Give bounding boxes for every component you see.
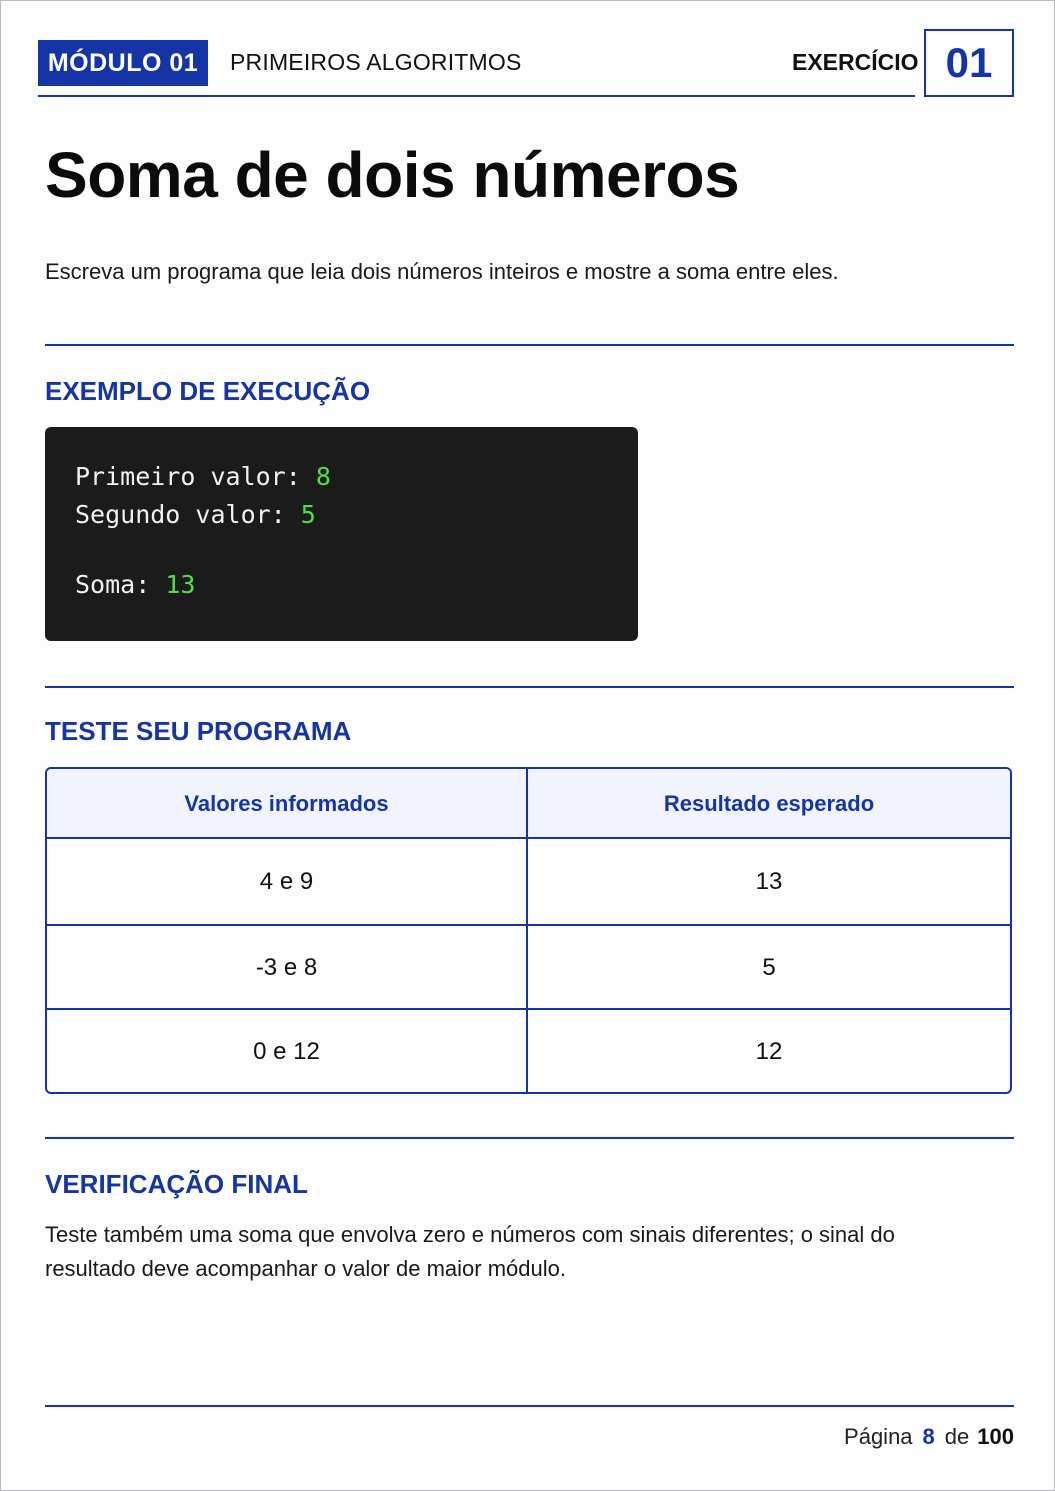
column-header-result: Resultado esperado	[663, 791, 875, 816]
column-header-values: Valores informados	[184, 791, 389, 816]
current-page: 8	[922, 1424, 935, 1449]
table-row	[528, 1010, 1010, 1094]
test-table	[45, 767, 1012, 1094]
terminal-label: Segundo valor:	[75, 500, 301, 529]
divider-example	[45, 344, 1014, 346]
example-heading: EXEMPLO DE EXECUÇÃO	[45, 376, 371, 406]
module-badge: MÓDULO 01	[38, 40, 208, 86]
table-cell-result: 12	[755, 1038, 783, 1065]
header-rule	[38, 95, 915, 97]
page-title: Soma de dois números	[45, 139, 740, 211]
terminal-output	[45, 427, 638, 641]
table-header-cell	[47, 769, 526, 839]
exercise-label: EXERCÍCIO	[792, 49, 919, 75]
intro-text: Escreva um programa que leia dois números inteiros e mostre a soma entre eles.	[45, 259, 839, 284]
terminal-value: 8	[315, 462, 331, 491]
table-cell-result: 5	[762, 953, 776, 981]
table-cell-result: 13	[755, 867, 783, 895]
of-label: de	[944, 1424, 970, 1449]
table-cell-values: 4 e 9	[259, 867, 314, 895]
table-cell-values: -3 e 8	[255, 953, 318, 981]
column-divider	[526, 769, 528, 1092]
page-footer	[844, 1424, 1014, 1450]
terminal-value: 13	[165, 570, 196, 599]
table-row	[528, 839, 1010, 924]
terminal-value: 5	[300, 500, 316, 529]
terminal-line-sum	[75, 570, 195, 599]
tests-heading: TESTE SEU PROGRAMA	[45, 716, 352, 746]
terminal-label: Primeiro valor:	[75, 462, 316, 491]
page-label: Página	[844, 1424, 913, 1449]
terminal-label: Soma:	[75, 570, 166, 599]
divider-tests	[45, 686, 1014, 688]
table-row	[47, 926, 526, 1009]
total-pages: 100	[977, 1424, 1014, 1449]
terminal-line-second	[75, 500, 316, 529]
final-check-text: Teste também uma soma que envolva zero e números com sinais diferentes; o sinal do resultado deve acompanhar o valor de maior módulo.	[45, 1222, 895, 1281]
final-check-heading: VERIFICAÇÃO FINAL	[45, 1169, 308, 1199]
table-row	[47, 839, 526, 924]
table-cell-values: 0 e 12	[253, 1038, 320, 1065]
table-row	[528, 926, 1010, 1009]
divider-footer	[45, 1405, 1014, 1407]
table-row	[47, 1010, 526, 1094]
exercise-number: 01	[924, 29, 1014, 97]
table-header-cell	[528, 769, 1010, 839]
terminal-line-first	[75, 462, 331, 491]
divider-final	[45, 1137, 1014, 1139]
module-title: PRIMEIROS ALGORITMOS	[230, 49, 522, 75]
